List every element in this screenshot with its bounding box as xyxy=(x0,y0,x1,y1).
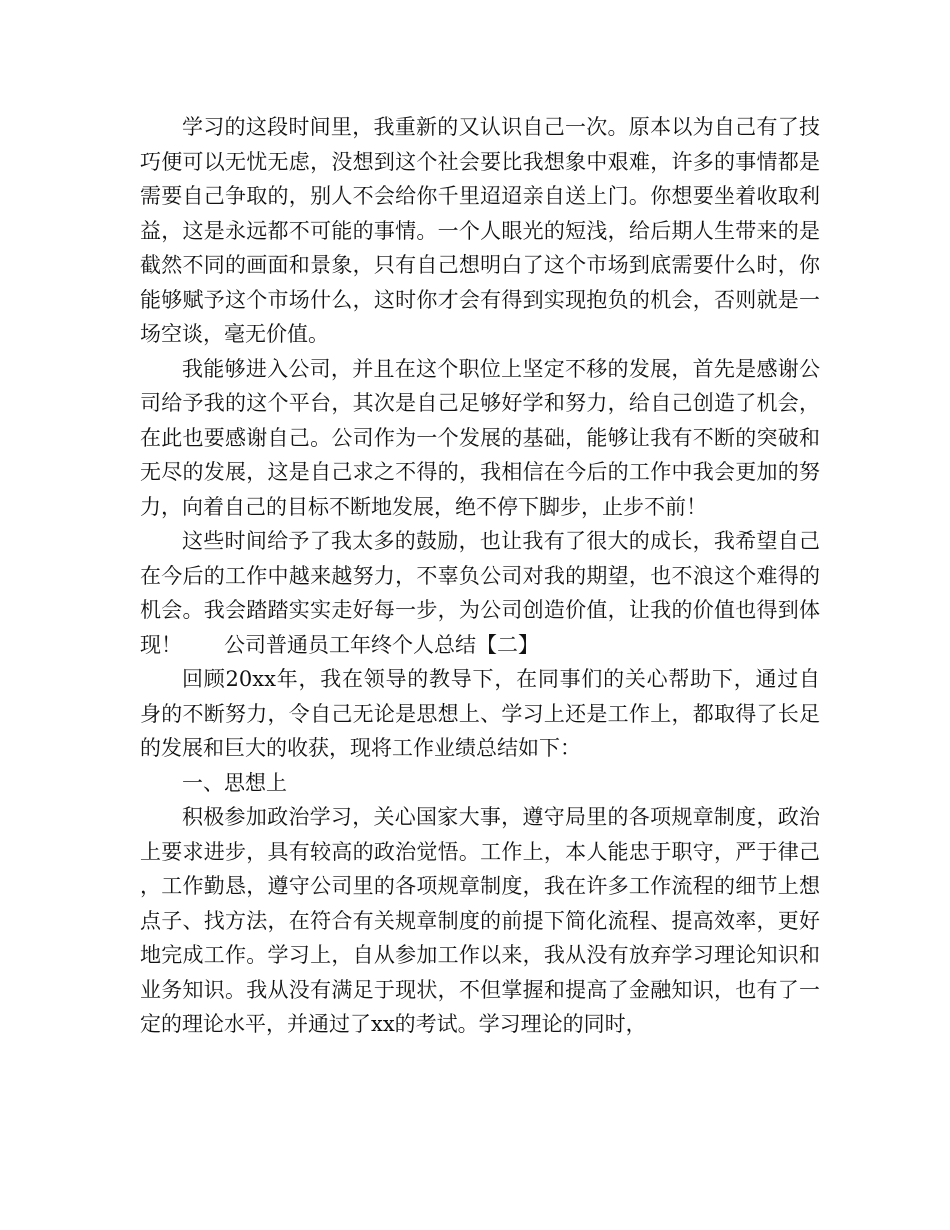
section-heading: 一、思想上 xyxy=(182,770,287,795)
paragraph: 我能够进入公司，并且在这个职位上坚定不移的发展，首先是感谢公司给予我的这个平台，其次是自己足够好学和努力，给自己创造了机会，在此也要感谢自己。公司作为一个发展的基础，能够让我有不断的突破和无尽的发展，这是自己求之不得的，我相信在今后的工作中我会更加的努力，向着自己的目标不断地发展，绝不停下脚步，止步不前！ xyxy=(140,356,820,519)
document-body xyxy=(140,110,820,1042)
paragraph-text: 这些时间给予了我太多的鼓励，也让我有了很大的成长，我希望自己在今后的工作中越来越努力，不辜负公司对我的期望，也不浪这个难得的机会。我会踏踏实实走好每一步，为公司创造价值，让我的价值也得到体现！ xyxy=(140,529,820,657)
paragraph: 积极参加政治学习，关心国家大事，遵守局里的各项规章制度，政治上要求进步，具有较高的政治觉悟。工作上，本人能忠于职守，严于律己，工作勤恳，遵守公司里的各项规章制度，我在许多工作流程的细节上想点子、找方法，在符合有关规章制度的前提下简化流程、提高效率，更好地完成工作。学习上，自从参加工作以来，我从没有放弃学习理论知识和业务知识。我从没有满足于现状，不但掌握和提高了金融知识，也有了一定的理论水平，并通过了xx的考试。学习理论的同时， xyxy=(140,805,820,1036)
paragraph: 回顾20xx年，我在领导的教导下，在同事们的关心帮助下，通过自身的不断努力，令自己无论是思想上、学习上还是工作上，都取得了长足的发展和巨大的收获，现将工作业绩总结如下： xyxy=(140,667,820,760)
paragraph: 学习的这段时间里，我重新的又认识自己一次。原本以为自己有了技巧便可以无忧无虑，没想到这个社会要比我想象中艰难，许多的事情都是需要自己争取的，别人不会给你千里迢迢亲自送上门。你想要坐着收取利益，这是永远都不可能的事情。一个人眼光的短浅，给后期人生带来的是截然不同的画面和景象，只有自己想明白了这个市场到底需要什么时，你能够赋予这个市场什么，这时你才会有得到实现抱负的机会，否则就是一场空谈，毫无价值。 xyxy=(140,115,820,346)
paragraph xyxy=(140,524,820,662)
section-title: 公司普通员工年终个人总结【二】 xyxy=(224,632,539,657)
